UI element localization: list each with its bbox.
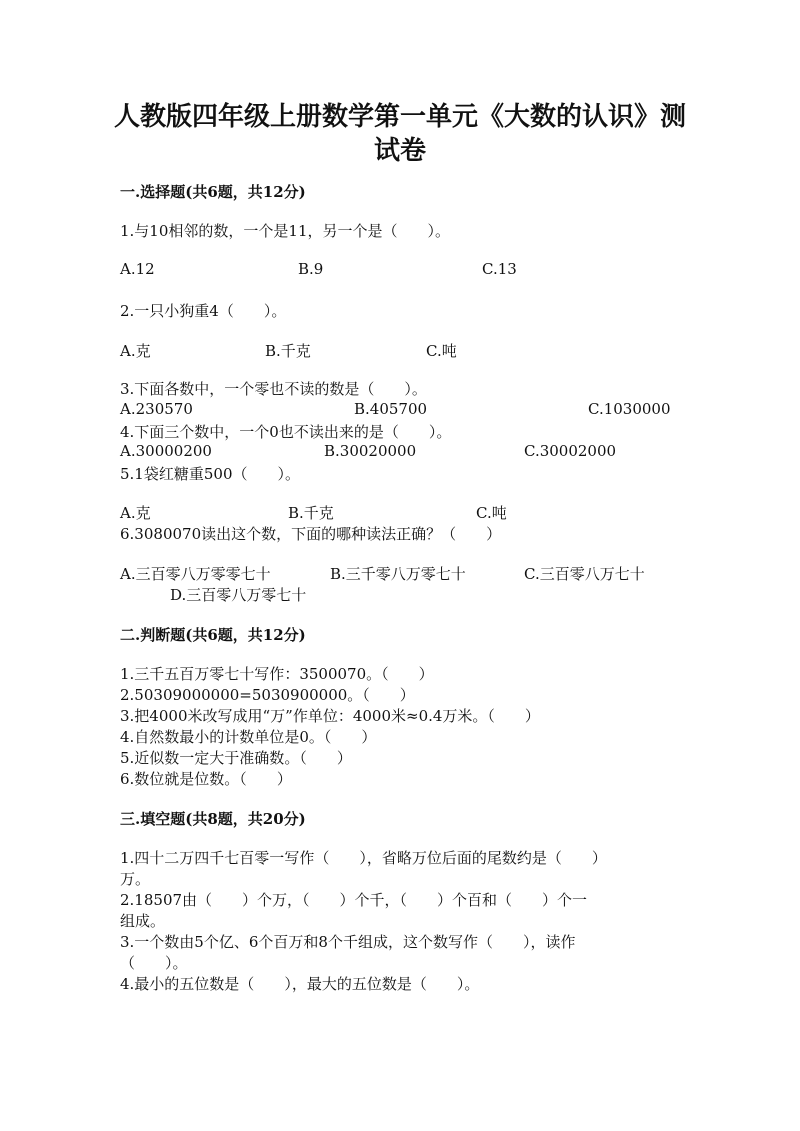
judge-item-2: 2.50309000000=5030900000。（ ） [120,686,415,704]
option-a[interactable]: A.30000200 [120,442,212,460]
option-a[interactable]: A.三百零八万零零七十 [120,565,271,583]
fill-line: 4.最小的五位数是（ ），最大的五位数是（ ）。 [120,975,480,993]
option-c[interactable]: C.30002000 [524,442,617,460]
title-line-2: 试卷 [373,136,426,166]
option-a[interactable]: A.230570 [120,400,193,418]
judge-item-4: 4.自然数最小的计数单位是0。（ ） [120,728,377,746]
question-stem: 6.3080070读出这个数，下面的哪种读法正确？（ ） [120,525,502,543]
fill-line: 万。 [120,870,151,888]
question-stem: 4.下面三个数中，一个0也不读出来的是（ ）。 [120,423,452,441]
option-b[interactable]: B.9 [298,260,324,278]
option-c[interactable]: C.吨 [476,504,507,522]
option-b[interactable]: B.千克 [288,504,334,522]
option-a[interactable]: A.克 [120,342,151,360]
judge-item-6: 6.数位就是位数。（ ） [120,770,292,788]
option-c[interactable]: C.1030000 [588,400,671,418]
fill-line: 2.18507由（ ）个万，（ ）个千，（ ）个百和（ ）个一 [120,891,588,909]
question-stem: 3.下面各数中，一个零也不读的数是（ ）。 [120,380,427,398]
fill-line: 1.四十二万四千七百零一写作（ ），省略万位后面的尾数约是（ ） [120,849,607,867]
option-b[interactable]: B.30020000 [324,442,417,460]
fill-line: 3.一个数由5个亿、6个百万和8个千组成，这个数写作（ ），读作 [120,933,576,951]
question-stem: 2.一只小狗重4（ ）。 [120,302,287,320]
judge-item-1: 1.三千五百万零七十写作：3500070。（ ） [120,665,434,683]
judge-item-3: 3.把4000米改写成用“万”作单位：4000米≈0.4万米。（ ） [120,707,540,725]
section-heading: 三.填空题(共8题，共20分) [120,810,306,828]
question-stem: 1.与10相邻的数，一个是11，另一个是（ ）。 [120,222,450,240]
option-b[interactable]: B.三千零八万零七十 [330,565,466,583]
option-d[interactable]: D.三百零八万零七十 [170,586,307,604]
fill-line: （ ）。 [120,954,188,972]
option-b[interactable]: B.405700 [354,400,428,418]
option-a[interactable]: A.克 [120,504,151,522]
title-line-1: 人教版四年级上册数学第一单元《大数的认识》测 [113,102,686,132]
option-a[interactable]: A.12 [120,260,155,278]
option-c[interactable]: C.13 [482,260,517,278]
option-c[interactable]: C.三百零八万七十 [524,565,645,583]
question-stem: 5.1袋红糖重500（ ）。 [120,465,300,483]
fill-line: 组成。 [120,912,166,930]
judge-item-5: 5.近似数一定大于准确数。（ ） [120,749,352,767]
section-heading: 一.选择题(共6题，共12分) [120,183,306,201]
section-heading: 二.判断题(共6题，共12分) [120,626,306,644]
option-c[interactable]: C.吨 [426,342,457,360]
option-b[interactable]: B.千克 [265,342,311,360]
